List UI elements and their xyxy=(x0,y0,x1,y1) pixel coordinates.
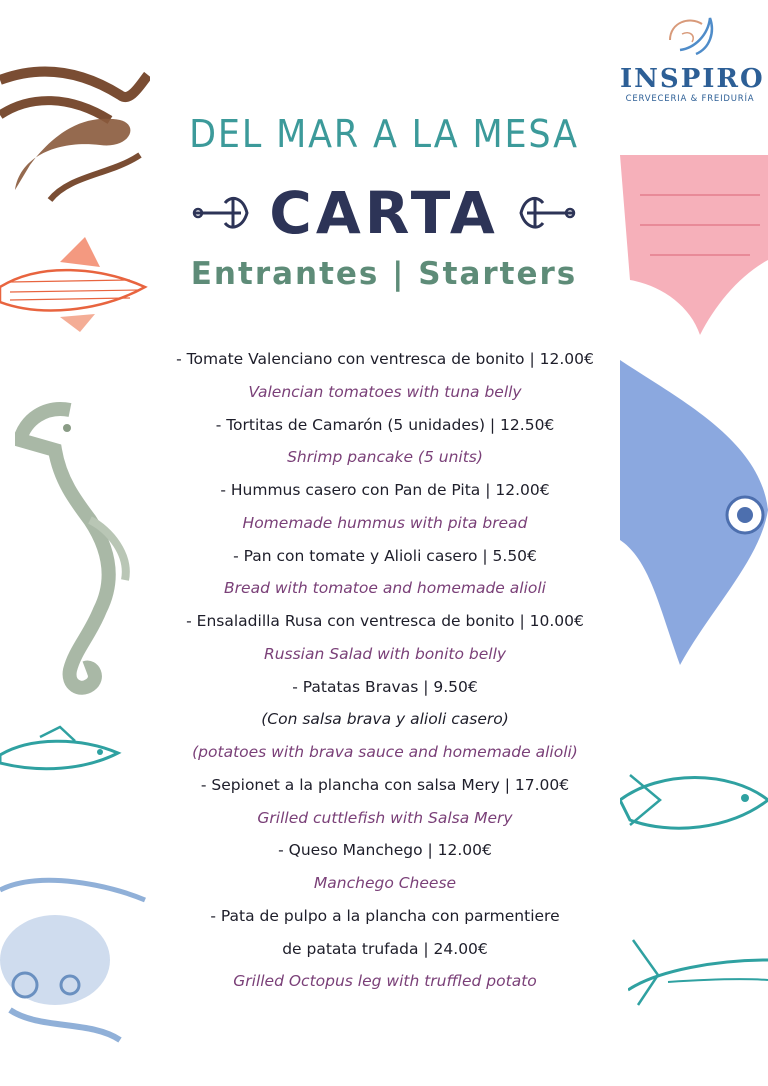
dish-translation: Shrimp pancake (5 units) xyxy=(287,448,483,467)
octopus-illustration xyxy=(0,870,150,1045)
dish-line: - Queso Manchego | 12.00€ xyxy=(278,841,492,860)
brand-logo-icon xyxy=(660,10,720,58)
dish-translation: (potatoes with brava sauce and homemade alioli) xyxy=(192,743,578,761)
teal-fish-illustration xyxy=(620,760,768,855)
dish-translation: Grilled cuttlefish with Salsa Mery xyxy=(257,808,513,827)
dish-translation: Russian Salad with bonito belly xyxy=(263,644,507,663)
dish-translation: Valencian tomatoes with tuna belly xyxy=(248,382,522,401)
brand-name: INSPIRO xyxy=(620,64,765,94)
dish-translation: Homemade hummus with pita bread xyxy=(242,513,528,532)
section-heading: Entrantes | Starters xyxy=(190,256,578,292)
menu-list xyxy=(150,343,620,998)
dish-line: - Pan con tomate y Alioli casero | 5.50€ xyxy=(233,546,537,565)
dish-line: - Patatas Bravas | 9.50€ xyxy=(292,677,478,696)
dish-note: (Con salsa brava y alioli casero) xyxy=(261,710,509,729)
dish-translation: Grilled Octopus leg with truffled potato xyxy=(233,972,537,991)
brand-tagline: CERVECERIA & FREIDURÍA xyxy=(625,94,755,104)
teal-fish-illustration xyxy=(628,930,768,1010)
dish-line-continued: de patata trufada | 24.00€ xyxy=(282,939,488,958)
dish-line: - Tomate Valenciano con ventresca de bonito | 12.00€ xyxy=(176,350,594,368)
blue-fish-illustration xyxy=(620,360,768,670)
dish-line: - Sepionet a la plancha con salsa Mery | 17.00€ xyxy=(200,775,570,794)
dish-line: - Hummus casero con Pan de Pita | 12.00€ xyxy=(220,481,550,499)
page-title: CARTA xyxy=(269,179,499,247)
title-row xyxy=(0,178,768,248)
teal-fish-illustration xyxy=(0,725,125,785)
menu-tagline: DEL MAR A LA MESA xyxy=(189,112,579,156)
dish-line: - Pata de pulpo a la plancha con parmentiere xyxy=(210,906,560,925)
dish-translation: Manchego Cheese xyxy=(313,874,457,892)
seahorse-illustration xyxy=(15,380,140,700)
dish-translation: Bread with tomatoe and homemade alioli xyxy=(224,579,546,598)
brand-logo xyxy=(620,10,765,104)
anchor-icon xyxy=(191,193,251,233)
dish-line: - Ensaladilla Rusa con ventresca de bonito | 10.00€ xyxy=(186,612,584,630)
anchor-icon xyxy=(517,193,577,233)
dish-line: - Tortitas de Camarón (5 unidades) | 12.50€ xyxy=(215,415,555,434)
